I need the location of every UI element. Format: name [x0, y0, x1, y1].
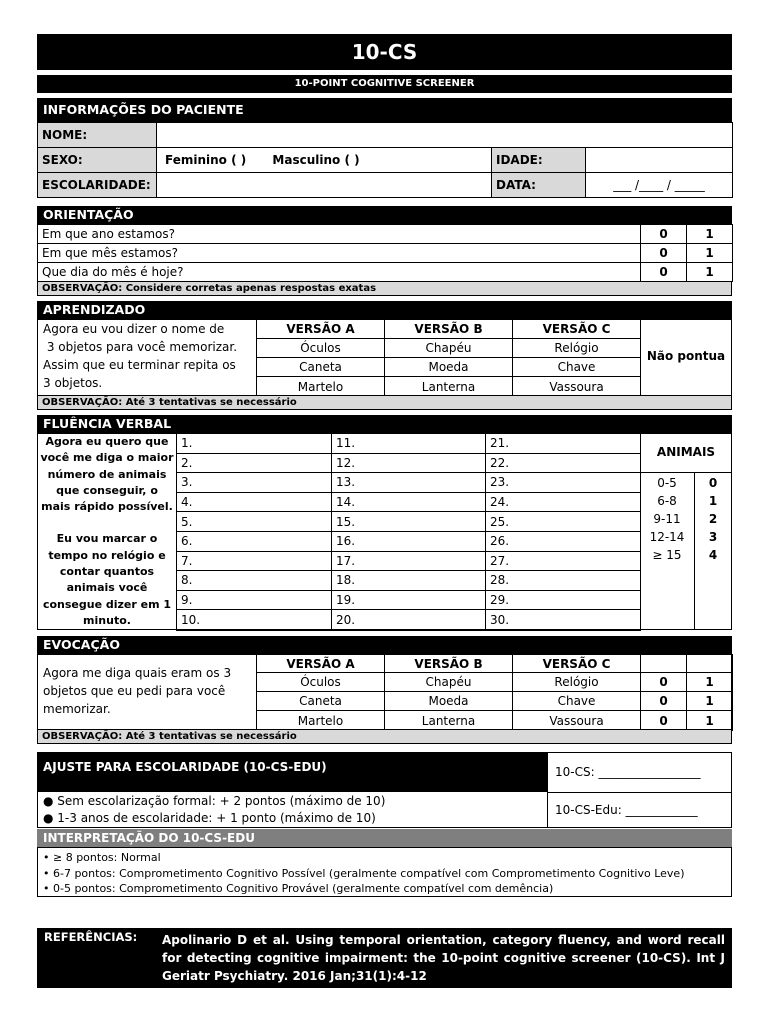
- animal-entry[interactable]: 25.: [486, 512, 641, 532]
- animal-entry[interactable]: 28.: [486, 571, 641, 591]
- learning-instruction: Agora eu vou dizer o nome de 3 objetos para você memorizar. Assim que eu terminar repita os 3 objetos.: [43, 322, 238, 390]
- page-subtitle: 10-POINT COGNITIVE SCREENER: [37, 75, 732, 93]
- score-1[interactable]: 1: [687, 692, 733, 711]
- points-option[interactable]: 4: [708, 548, 718, 562]
- score-10cs-field[interactable]: 10-CS: _________________: [555, 765, 701, 779]
- animal-entry[interactable]: 23.: [486, 473, 641, 493]
- score-0[interactable]: 0: [641, 225, 687, 244]
- animal-entry[interactable]: 21.: [486, 434, 641, 454]
- points-option[interactable]: 1: [708, 494, 718, 508]
- interpretation-box: [37, 847, 732, 897]
- adjustment-h-divider: [547, 792, 732, 793]
- animal-entry[interactable]: 14.: [332, 492, 486, 512]
- version-b-header: VERSÃO B: [385, 655, 513, 673]
- age-label: IDADE:: [492, 148, 586, 173]
- animal-entry[interactable]: 24.: [486, 492, 641, 512]
- word-cell: Chave: [513, 692, 641, 711]
- animal-entry[interactable]: 2.: [177, 453, 332, 473]
- version-b-header: VERSÃO B: [385, 320, 513, 339]
- adjustment-divider: [547, 752, 548, 828]
- references-label: REFERÊNCIAS:: [44, 930, 138, 944]
- animals-ranges: 0-5 6-8 9-11 12-14 ≥ 15: [649, 476, 685, 562]
- word-cell: Chapéu: [385, 673, 513, 692]
- education-label: ESCOLARIDADE:: [38, 173, 157, 198]
- sex-female-option[interactable]: Feminino ( ): [165, 153, 247, 167]
- word-cell: Óculos: [257, 339, 385, 358]
- interpretation-item: • 6-7 pontos: Comprometimento Cognitivo Possível (geralmente compatível com Comprometimento Cognitivo Leve): [43, 866, 685, 880]
- recall-instruction: Agora me diga quais eram os 3 objetos que eu pedi para você memorizar.: [43, 666, 232, 716]
- animals-points: [696, 474, 730, 564]
- fluency-header: FLUÊNCIA VERBAL: [37, 415, 732, 433]
- empty-cell: [641, 655, 687, 673]
- recall-header: EVOCAÇÃO: [37, 636, 732, 654]
- points-option[interactable]: 0: [708, 476, 718, 490]
- animal-entry[interactable]: 20.: [332, 610, 486, 631]
- animal-entry[interactable]: 3.: [177, 473, 332, 493]
- animal-entry[interactable]: 15.: [332, 512, 486, 532]
- animal-entry[interactable]: 27.: [486, 551, 641, 571]
- date-field[interactable]: ___ /____ / _____: [586, 173, 733, 198]
- animals-column-divider: [694, 472, 695, 630]
- no-score-label: Não pontua: [646, 349, 726, 363]
- word-cell: Relógio: [513, 339, 641, 358]
- page-title: 10-CS: [37, 34, 732, 70]
- animal-entry[interactable]: 10.: [177, 610, 332, 631]
- name-label: NOME:: [38, 123, 157, 148]
- animal-entry[interactable]: 19.: [332, 590, 486, 610]
- recall-observation: OBSERVAÇÃO: Até 3 tentativas se necessário: [37, 729, 732, 744]
- word-cell: Chave: [513, 358, 641, 377]
- orientation-question: Que dia do mês é hoje?: [38, 263, 641, 282]
- points-option[interactable]: 2: [708, 512, 718, 526]
- points-option[interactable]: 3: [708, 530, 718, 544]
- word-cell: Lanterna: [385, 711, 513, 731]
- learning-header: APRENDIZADO: [37, 301, 732, 319]
- patient-table: [37, 122, 733, 198]
- score-1[interactable]: 1: [687, 225, 733, 244]
- orientation-row: [38, 263, 733, 282]
- animal-entry[interactable]: 5.: [177, 512, 332, 532]
- score-0[interactable]: 0: [641, 711, 687, 731]
- score-0[interactable]: 0: [641, 263, 687, 282]
- fluency-instruction: Agora eu quero que você me diga o maior número de animais que conseguir, o mais rápido possível. Eu vou marcar o tempo no relógio e contar quantos animais você consegue dizer em 1 minuto.: [40, 435, 174, 627]
- word-cell: Caneta: [257, 692, 385, 711]
- animal-entry[interactable]: 17.: [332, 551, 486, 571]
- sex-label: SEXO:: [38, 148, 157, 173]
- orientation-question: Em que ano estamos?: [38, 225, 641, 244]
- word-cell: Martelo: [257, 711, 385, 731]
- word-cell: Vassoura: [513, 377, 641, 397]
- animal-entry[interactable]: 6.: [177, 531, 332, 551]
- recall-table: [256, 654, 733, 731]
- score-0[interactable]: 0: [641, 673, 687, 692]
- orientation-question: Em que mês estamos?: [38, 244, 641, 263]
- fluency-table: [176, 433, 641, 631]
- interpretation-item: • 0-5 pontos: Comprometimento Cognitivo Provável (geralmente compatível com demência): [43, 882, 554, 895]
- score-1[interactable]: 1: [687, 711, 733, 731]
- animal-entry[interactable]: 22.: [486, 453, 641, 473]
- orientation-header: ORIENTAÇÃO: [37, 206, 732, 224]
- animal-entry[interactable]: 29.: [486, 590, 641, 610]
- version-a-header: VERSÃO A: [257, 655, 385, 673]
- adjustment-items: ● Sem escolarização formal: + 2 pontos (máximo de 10) ● 1-3 anos de escolaridade: + 1 ponto (máximo de 10): [43, 794, 386, 825]
- word-cell: Relógio: [513, 673, 641, 692]
- animal-entry[interactable]: 16.: [332, 531, 486, 551]
- orientation-row: [38, 225, 733, 244]
- patient-header: INFORMAÇÕES DO PACIENTE: [37, 98, 732, 122]
- score-1[interactable]: 1: [687, 263, 733, 282]
- animal-entry[interactable]: 1.: [177, 434, 332, 454]
- version-c-header: VERSÃO C: [513, 655, 641, 673]
- date-label: DATA:: [492, 173, 586, 198]
- animal-entry[interactable]: 30.: [486, 610, 641, 631]
- adjustment-header: AJUSTE PARA ESCOLARIDADE (10-CS-EDU): [37, 752, 547, 792]
- animal-entry[interactable]: 7.: [177, 551, 332, 571]
- word-cell: Vassoura: [513, 711, 641, 731]
- animal-entry[interactable]: 8.: [177, 571, 332, 591]
- word-cell: Caneta: [257, 358, 385, 377]
- orientation-table: [37, 224, 733, 282]
- age-field[interactable]: [586, 148, 733, 173]
- animal-entry[interactable]: 13.: [332, 473, 486, 493]
- education-field[interactable]: [157, 173, 492, 198]
- animal-entry[interactable]: 4.: [177, 492, 332, 512]
- word-cell: Moeda: [385, 358, 513, 377]
- word-cell: Óculos: [257, 673, 385, 692]
- word-cell: Chapéu: [385, 339, 513, 358]
- empty-cell: [687, 655, 733, 673]
- orientation-row: [38, 244, 733, 263]
- references-text: Apolinario D et al. Using temporal orientation, category fluency, and word recall for detecting cognitive impairment: the 10-point cognitive screener (10-CS). Int J Geriatr Psychiatry. 2016 Jan;31(1):4-12: [162, 933, 725, 983]
- name-field[interactable]: [157, 123, 733, 148]
- animal-entry[interactable]: 18.: [332, 571, 486, 591]
- sex-field[interactable]: [157, 148, 492, 173]
- animals-label: ANIMAIS: [656, 445, 716, 459]
- version-c-header: VERSÃO C: [513, 320, 641, 339]
- animal-entry[interactable]: 11.: [332, 434, 486, 454]
- score-0[interactable]: 0: [641, 692, 687, 711]
- orientation-observation: OBSERVAÇÃO: Considere corretas apenas respostas exatas: [37, 281, 732, 296]
- word-cell: Martelo: [257, 377, 385, 397]
- learning-table: [256, 319, 641, 397]
- learning-observation: OBSERVAÇÃO: Até 3 tentativas se necessário: [37, 395, 732, 410]
- score-0[interactable]: 0: [641, 244, 687, 263]
- word-cell: Lanterna: [385, 377, 513, 397]
- interpretation-item: • ≥ 8 pontos: Normal: [43, 851, 161, 864]
- word-cell: Moeda: [385, 692, 513, 711]
- animal-entry[interactable]: 12.: [332, 453, 486, 473]
- score-1[interactable]: 1: [687, 244, 733, 263]
- sex-male-option[interactable]: Masculino ( ): [272, 153, 360, 167]
- animal-entry[interactable]: 26.: [486, 531, 641, 551]
- interpretation-header: INTERPRETAÇÃO DO 10-CS-EDU: [37, 829, 732, 847]
- animal-entry[interactable]: 9.: [177, 590, 332, 610]
- score-1[interactable]: 1: [687, 673, 733, 692]
- score-10cs-edu-field[interactable]: 10-CS-Edu: ____________: [555, 803, 698, 817]
- version-a-header: VERSÃO A: [257, 320, 385, 339]
